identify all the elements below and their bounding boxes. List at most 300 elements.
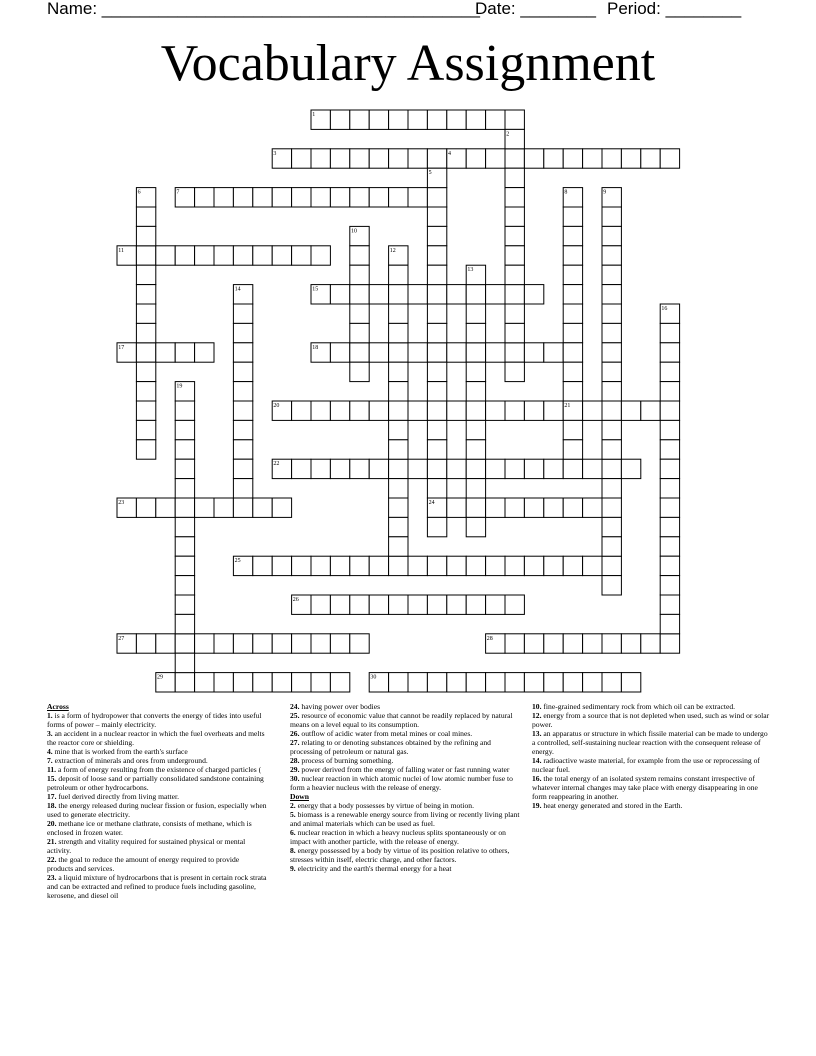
grid-cell[interactable]: [602, 362, 621, 381]
grid-cell[interactable]: [214, 634, 233, 653]
grid-cell[interactable]: [660, 498, 679, 517]
grid-cell[interactable]: [505, 110, 524, 129]
grid-cell[interactable]: [175, 634, 194, 653]
grid-cell[interactable]: [272, 498, 291, 517]
grid-cell[interactable]: [389, 149, 408, 168]
grid-cell[interactable]: [447, 459, 466, 478]
grid-cell[interactable]: [175, 440, 194, 459]
grid-cell[interactable]: [660, 595, 679, 614]
grid-cell[interactable]: [660, 149, 679, 168]
grid-cell[interactable]: [563, 420, 582, 439]
grid-cell[interactable]: [563, 246, 582, 265]
grid-cell[interactable]: [175, 401, 194, 420]
grid-cell[interactable]: [563, 207, 582, 226]
grid-cell[interactable]: [602, 323, 621, 342]
grid-cell[interactable]: [524, 498, 543, 517]
grid-cell[interactable]: [524, 673, 543, 692]
grid-cell[interactable]: [311, 634, 330, 653]
grid-cell[interactable]: [621, 673, 640, 692]
grid-cell[interactable]: [350, 323, 369, 342]
grid-cell[interactable]: [563, 556, 582, 575]
grid-cell[interactable]: [602, 149, 621, 168]
grid-cell[interactable]: [505, 188, 524, 207]
grid-cell[interactable]: [505, 285, 524, 304]
grid-cell[interactable]: [253, 556, 272, 575]
grid-cell[interactable]: [350, 634, 369, 653]
grid-cell[interactable]: [233, 440, 252, 459]
grid-cell[interactable]: [136, 226, 155, 245]
grid-cell[interactable]: [233, 246, 252, 265]
grid-cell[interactable]: [602, 382, 621, 401]
period-field-label[interactable]: Period: ________: [607, 0, 742, 18]
grid-cell[interactable]: [466, 362, 485, 381]
grid-cell[interactable]: [486, 595, 505, 614]
grid-cell[interactable]: [427, 479, 446, 498]
grid-cell[interactable]: [233, 634, 252, 653]
grid-cell[interactable]: [602, 556, 621, 575]
grid-cell[interactable]: [350, 246, 369, 265]
grid-cell[interactable]: [505, 401, 524, 420]
grid-cell[interactable]: [563, 343, 582, 362]
grid-cell[interactable]: [389, 110, 408, 129]
grid-cell[interactable]: [544, 498, 563, 517]
grid-cell[interactable]: [408, 110, 427, 129]
grid-cell[interactable]: [602, 459, 621, 478]
grid-cell[interactable]: [195, 246, 214, 265]
grid-cell[interactable]: [563, 498, 582, 517]
grid-cell[interactable]: [136, 207, 155, 226]
grid-cell[interactable]: [175, 614, 194, 633]
grid-cell[interactable]: [660, 323, 679, 342]
grid-cell[interactable]: [233, 343, 252, 362]
grid-cell[interactable]: [389, 479, 408, 498]
grid-cell[interactable]: [602, 498, 621, 517]
grid-cell[interactable]: [389, 537, 408, 556]
grid-cell[interactable]: [136, 265, 155, 284]
grid-cell[interactable]: [505, 634, 524, 653]
grid-cell[interactable]: [389, 265, 408, 284]
grid-cell[interactable]: [136, 440, 155, 459]
grid-cell[interactable]: [311, 556, 330, 575]
grid-cell[interactable]: [233, 498, 252, 517]
grid-cell[interactable]: [486, 498, 505, 517]
grid-cell[interactable]: [389, 420, 408, 439]
grid-cell[interactable]: [427, 673, 446, 692]
grid-cell[interactable]: [505, 246, 524, 265]
grid-cell[interactable]: [195, 343, 214, 362]
grid-cell[interactable]: [544, 149, 563, 168]
grid-cell[interactable]: [330, 401, 349, 420]
grid-cell[interactable]: [233, 420, 252, 439]
grid-cell[interactable]: [660, 440, 679, 459]
grid-cell[interactable]: [660, 517, 679, 536]
grid-cell[interactable]: [195, 673, 214, 692]
grid-cell[interactable]: [486, 343, 505, 362]
grid-cell[interactable]: [524, 285, 543, 304]
grid-cell[interactable]: [311, 401, 330, 420]
grid-cell[interactable]: [214, 246, 233, 265]
grid-cell[interactable]: [583, 149, 602, 168]
grid-cell[interactable]: [272, 246, 291, 265]
grid-cell[interactable]: [447, 401, 466, 420]
grid-cell[interactable]: [621, 634, 640, 653]
grid-cell[interactable]: [350, 188, 369, 207]
grid-cell[interactable]: [427, 382, 446, 401]
grid-cell[interactable]: [389, 362, 408, 381]
grid-cell[interactable]: [563, 673, 582, 692]
grid-cell[interactable]: [272, 188, 291, 207]
grid-cell[interactable]: [583, 673, 602, 692]
grid-cell[interactable]: [311, 459, 330, 478]
grid-cell[interactable]: [175, 537, 194, 556]
grid-cell[interactable]: [466, 420, 485, 439]
grid-cell[interactable]: [427, 110, 446, 129]
grid-cell[interactable]: [330, 595, 349, 614]
grid-cell[interactable]: [389, 517, 408, 536]
grid-cell[interactable]: [311, 595, 330, 614]
grid-cell[interactable]: [447, 673, 466, 692]
grid-cell[interactable]: [660, 634, 679, 653]
grid-cell[interactable]: [505, 207, 524, 226]
grid-cell[interactable]: [311, 149, 330, 168]
grid-cell[interactable]: [136, 362, 155, 381]
grid-cell[interactable]: [505, 149, 524, 168]
grid-cell[interactable]: [427, 323, 446, 342]
grid-cell[interactable]: [427, 149, 446, 168]
grid-cell[interactable]: [583, 459, 602, 478]
grid-cell[interactable]: [175, 576, 194, 595]
grid-cell[interactable]: [136, 634, 155, 653]
grid-cell[interactable]: [369, 459, 388, 478]
date-field-label[interactable]: Date: ________: [475, 0, 596, 18]
grid-cell[interactable]: [660, 382, 679, 401]
grid-cell[interactable]: [505, 304, 524, 323]
grid-cell[interactable]: [505, 459, 524, 478]
grid-cell[interactable]: [330, 459, 349, 478]
grid-cell[interactable]: [253, 498, 272, 517]
grid-cell[interactable]: [311, 246, 330, 265]
grid-cell[interactable]: [563, 323, 582, 342]
grid-cell[interactable]: [660, 401, 679, 420]
grid-cell[interactable]: [156, 634, 175, 653]
grid-cell[interactable]: [272, 556, 291, 575]
grid-cell[interactable]: [175, 498, 194, 517]
grid-cell[interactable]: [175, 517, 194, 536]
grid-cell[interactable]: [602, 343, 621, 362]
grid-cell[interactable]: [350, 459, 369, 478]
grid-cell[interactable]: [350, 110, 369, 129]
grid-cell[interactable]: [427, 265, 446, 284]
grid-cell[interactable]: [524, 149, 543, 168]
grid-cell[interactable]: [233, 188, 252, 207]
grid-cell[interactable]: [427, 304, 446, 323]
grid-cell[interactable]: [330, 110, 349, 129]
grid-cell[interactable]: [233, 479, 252, 498]
grid-cell[interactable]: [389, 440, 408, 459]
grid-cell[interactable]: [408, 673, 427, 692]
grid-cell[interactable]: [156, 343, 175, 362]
grid-cell[interactable]: [330, 343, 349, 362]
grid-cell[interactable]: [389, 304, 408, 323]
grid-cell[interactable]: [175, 246, 194, 265]
grid-cell[interactable]: [214, 498, 233, 517]
grid-cell[interactable]: [330, 634, 349, 653]
grid-cell[interactable]: [466, 285, 485, 304]
grid-cell[interactable]: [330, 188, 349, 207]
grid-cell[interactable]: [350, 343, 369, 362]
grid-cell[interactable]: [563, 265, 582, 284]
grid-cell[interactable]: [544, 401, 563, 420]
grid-cell[interactable]: [466, 343, 485, 362]
grid-cell[interactable]: [466, 304, 485, 323]
grid-cell[interactable]: [292, 149, 311, 168]
grid-cell[interactable]: [641, 634, 660, 653]
grid-cell[interactable]: [466, 149, 485, 168]
grid-cell[interactable]: [602, 537, 621, 556]
grid-cell[interactable]: [311, 188, 330, 207]
grid-cell[interactable]: [389, 343, 408, 362]
grid-cell[interactable]: [350, 362, 369, 381]
grid-cell[interactable]: [253, 188, 272, 207]
grid-cell[interactable]: [408, 595, 427, 614]
grid-cell[interactable]: [175, 673, 194, 692]
grid-cell[interactable]: [389, 556, 408, 575]
grid-cell[interactable]: [233, 382, 252, 401]
grid-cell[interactable]: [408, 149, 427, 168]
grid-cell[interactable]: [563, 285, 582, 304]
grid-cell[interactable]: [563, 226, 582, 245]
grid-cell[interactable]: [466, 440, 485, 459]
grid-cell[interactable]: [427, 188, 446, 207]
grid-cell[interactable]: [621, 149, 640, 168]
grid-cell[interactable]: [466, 556, 485, 575]
grid-cell[interactable]: [389, 323, 408, 342]
grid-cell[interactable]: [369, 188, 388, 207]
grid-cell[interactable]: [466, 323, 485, 342]
grid-cell[interactable]: [389, 382, 408, 401]
grid-cell[interactable]: [563, 440, 582, 459]
grid-cell[interactable]: [253, 634, 272, 653]
grid-cell[interactable]: [563, 362, 582, 381]
name-field-label[interactable]: Name: ________________________________________: [47, 0, 480, 18]
grid-cell[interactable]: [466, 479, 485, 498]
grid-cell[interactable]: [136, 420, 155, 439]
grid-cell[interactable]: [175, 343, 194, 362]
grid-cell[interactable]: [136, 401, 155, 420]
grid-cell[interactable]: [369, 595, 388, 614]
grid-cell[interactable]: [544, 556, 563, 575]
grid-cell[interactable]: [505, 498, 524, 517]
grid-cell[interactable]: [427, 401, 446, 420]
grid-cell[interactable]: [505, 323, 524, 342]
grid-cell[interactable]: [136, 323, 155, 342]
grid-cell[interactable]: [350, 556, 369, 575]
grid-cell[interactable]: [505, 265, 524, 284]
grid-cell[interactable]: [563, 382, 582, 401]
grid-cell[interactable]: [602, 576, 621, 595]
grid-cell[interactable]: [486, 149, 505, 168]
grid-cell[interactable]: [233, 401, 252, 420]
grid-cell[interactable]: [427, 226, 446, 245]
grid-cell[interactable]: [660, 479, 679, 498]
grid-cell[interactable]: [330, 673, 349, 692]
grid-cell[interactable]: [466, 517, 485, 536]
grid-cell[interactable]: [408, 459, 427, 478]
grid-cell[interactable]: [408, 285, 427, 304]
grid-cell[interactable]: [330, 149, 349, 168]
grid-cell[interactable]: [486, 110, 505, 129]
grid-cell[interactable]: [427, 343, 446, 362]
grid-cell[interactable]: [466, 382, 485, 401]
grid-cell[interactable]: [233, 459, 252, 478]
grid-cell[interactable]: [602, 634, 621, 653]
grid-cell[interactable]: [389, 498, 408, 517]
grid-cell[interactable]: [195, 498, 214, 517]
grid-cell[interactable]: [369, 149, 388, 168]
grid-cell[interactable]: [253, 673, 272, 692]
grid-cell[interactable]: [389, 285, 408, 304]
grid-cell[interactable]: [427, 459, 446, 478]
grid-cell[interactable]: [292, 188, 311, 207]
grid-cell[interactable]: [389, 401, 408, 420]
grid-cell[interactable]: [486, 673, 505, 692]
grid-cell[interactable]: [466, 595, 485, 614]
grid-cell[interactable]: [602, 285, 621, 304]
grid-cell[interactable]: [330, 556, 349, 575]
grid-cell[interactable]: [136, 343, 155, 362]
grid-cell[interactable]: [641, 401, 660, 420]
grid-cell[interactable]: [602, 265, 621, 284]
grid-cell[interactable]: [175, 556, 194, 575]
grid-cell[interactable]: [466, 459, 485, 478]
grid-cell[interactable]: [369, 285, 388, 304]
grid-cell[interactable]: [427, 556, 446, 575]
grid-cell[interactable]: [350, 285, 369, 304]
grid-cell[interactable]: [544, 343, 563, 362]
grid-cell[interactable]: [447, 110, 466, 129]
grid-cell[interactable]: [136, 382, 155, 401]
grid-cell[interactable]: [505, 168, 524, 187]
grid-cell[interactable]: [350, 595, 369, 614]
grid-cell[interactable]: [214, 673, 233, 692]
grid-cell[interactable]: [427, 420, 446, 439]
grid-cell[interactable]: [389, 595, 408, 614]
grid-cell[interactable]: [660, 537, 679, 556]
grid-cell[interactable]: [350, 265, 369, 284]
grid-cell[interactable]: [583, 556, 602, 575]
grid-cell[interactable]: [408, 556, 427, 575]
grid-cell[interactable]: [156, 498, 175, 517]
grid-cell[interactable]: [563, 459, 582, 478]
grid-cell[interactable]: [505, 343, 524, 362]
grid-cell[interactable]: [505, 673, 524, 692]
grid-cell[interactable]: [524, 459, 543, 478]
grid-cell[interactable]: [408, 401, 427, 420]
grid-cell[interactable]: [660, 614, 679, 633]
grid-cell[interactable]: [544, 634, 563, 653]
grid-cell[interactable]: [272, 634, 291, 653]
grid-cell[interactable]: [447, 343, 466, 362]
grid-cell[interactable]: [427, 362, 446, 381]
grid-cell[interactable]: [389, 188, 408, 207]
grid-cell[interactable]: [136, 304, 155, 323]
grid-cell[interactable]: [292, 556, 311, 575]
grid-cell[interactable]: [136, 498, 155, 517]
grid-cell[interactable]: [408, 343, 427, 362]
grid-cell[interactable]: [505, 595, 524, 614]
grid-cell[interactable]: [427, 517, 446, 536]
grid-cell[interactable]: [350, 401, 369, 420]
grid-cell[interactable]: [602, 304, 621, 323]
grid-cell[interactable]: [660, 362, 679, 381]
grid-cell[interactable]: [602, 401, 621, 420]
grid-cell[interactable]: [505, 362, 524, 381]
grid-cell[interactable]: [660, 576, 679, 595]
grid-cell[interactable]: [466, 401, 485, 420]
grid-cell[interactable]: [427, 440, 446, 459]
grid-cell[interactable]: [156, 246, 175, 265]
grid-cell[interactable]: [350, 149, 369, 168]
grid-cell[interactable]: [621, 459, 640, 478]
grid-cell[interactable]: [660, 420, 679, 439]
grid-cell[interactable]: [369, 343, 388, 362]
grid-cell[interactable]: [292, 246, 311, 265]
grid-cell[interactable]: [583, 498, 602, 517]
grid-cell[interactable]: [447, 595, 466, 614]
grid-cell[interactable]: [563, 149, 582, 168]
grid-cell[interactable]: [602, 517, 621, 536]
grid-cell[interactable]: [602, 673, 621, 692]
grid-cell[interactable]: [175, 479, 194, 498]
grid-cell[interactable]: [369, 110, 388, 129]
grid-cell[interactable]: [369, 401, 388, 420]
grid-cell[interactable]: [330, 285, 349, 304]
grid-cell[interactable]: [292, 459, 311, 478]
grid-cell[interactable]: [563, 304, 582, 323]
grid-cell[interactable]: [602, 440, 621, 459]
grid-cell[interactable]: [427, 285, 446, 304]
grid-cell[interactable]: [466, 110, 485, 129]
grid-cell[interactable]: [447, 285, 466, 304]
grid-cell[interactable]: [292, 634, 311, 653]
grid-cell[interactable]: [447, 556, 466, 575]
grid-cell[interactable]: [447, 498, 466, 517]
grid-cell[interactable]: [583, 634, 602, 653]
grid-cell[interactable]: [175, 420, 194, 439]
grid-cell[interactable]: [272, 673, 291, 692]
grid-cell[interactable]: [486, 401, 505, 420]
grid-cell[interactable]: [427, 246, 446, 265]
grid-cell[interactable]: [505, 556, 524, 575]
grid-cell[interactable]: [544, 673, 563, 692]
grid-cell[interactable]: [602, 207, 621, 226]
grid-cell[interactable]: [563, 634, 582, 653]
grid-cell[interactable]: [505, 226, 524, 245]
grid-cell[interactable]: [524, 401, 543, 420]
grid-cell[interactable]: [524, 634, 543, 653]
grid-cell[interactable]: [350, 304, 369, 323]
grid-cell[interactable]: [524, 343, 543, 362]
grid-cell[interactable]: [466, 673, 485, 692]
grid-cell[interactable]: [602, 226, 621, 245]
grid-cell[interactable]: [253, 246, 272, 265]
grid-cell[interactable]: [389, 673, 408, 692]
grid-cell[interactable]: [136, 285, 155, 304]
grid-cell[interactable]: [195, 634, 214, 653]
grid-cell[interactable]: [466, 498, 485, 517]
grid-cell[interactable]: [641, 149, 660, 168]
grid-cell[interactable]: [602, 420, 621, 439]
